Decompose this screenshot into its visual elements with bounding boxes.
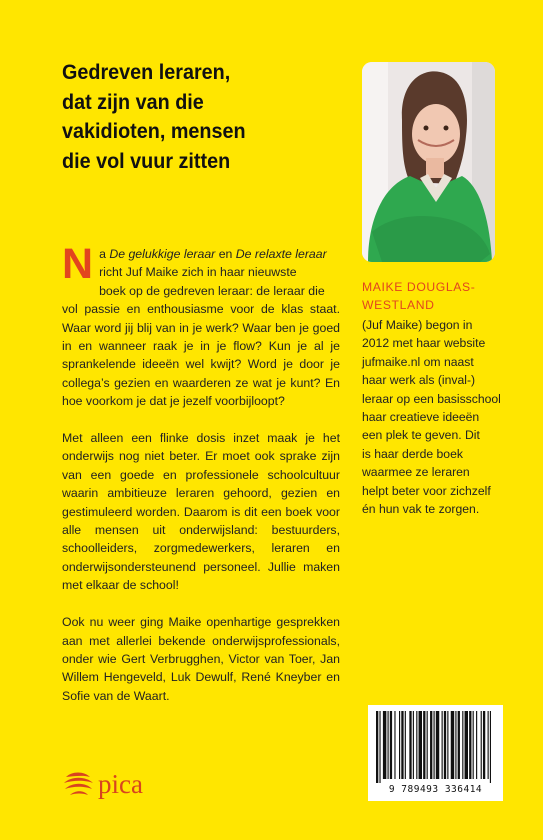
headline-line: Gedreven leraren, [62, 60, 231, 84]
barcode-bars [368, 705, 503, 785]
bio-line: jufmaike.nl om naast [362, 354, 474, 369]
dropcap: N [62, 240, 94, 288]
barcode-bar [413, 711, 414, 779]
bio-line: én hun vak te zorgen. [362, 502, 480, 517]
book-title: De gelukkige leraar [109, 247, 216, 261]
barcode-bar [488, 711, 489, 779]
barcode-bar [444, 711, 446, 779]
barcode-bar [481, 711, 482, 779]
barcode-bar [383, 711, 386, 779]
barcode-bar [390, 711, 392, 779]
book-title: De relaxte leraar [235, 247, 327, 261]
bio-line: haar werk als (inval-) [362, 373, 476, 388]
intro-line: boek op de gedreven leraar: de leraar die [99, 283, 325, 298]
barcode-bar [399, 711, 400, 779]
bio-line: leraar op een basisschool [362, 391, 501, 406]
barcode-bar [401, 711, 403, 779]
author-name [362, 278, 512, 315]
paragraph-text: Waar word jij blij van in je werk? Waar ben je goed in en wanneer raak je in je flow? Kun je al je sprankelende ideeën wel kwijt? Word je door je collega’s gezien en waarderen ze wat je kunt? En hoe voorkom je dat je jezelf voorbijloopt? [62, 320, 340, 409]
barcode [368, 705, 503, 801]
publisher-logo [62, 767, 172, 801]
bio-line: helpt beter voor zichzelf [362, 483, 491, 498]
barcode-bar [388, 711, 389, 779]
barcode-bar [476, 711, 477, 779]
barcode-bar [379, 711, 380, 783]
blurb-paragraph-1 [62, 240, 340, 411]
blurb-paragraph-3: Ook nu weer ging Maike openhartige gesprekken aan met allerlei bekende onderwijsprofessionals, onder wie Gert Verbrugghen, Victor van Toer, Jan Willem Hengeveld, Luk Dewulf, René Kneyber en Sofie van de Waart. [62, 615, 340, 703]
barcode-bar [442, 711, 443, 779]
bio-line: waarmee ze leraren [362, 465, 470, 480]
barcode-bar [465, 711, 468, 779]
barcode-bar [434, 711, 435, 779]
barcode-bar [462, 711, 463, 779]
barcode-bar [451, 711, 454, 779]
intro-line: richt Juf Maike zich in haar nieuwste [99, 265, 297, 280]
bio-line: een plek te geven. Dit [362, 428, 480, 443]
pica-logo-icon [62, 767, 96, 801]
barcode-bar [423, 711, 425, 779]
barcode-bar [376, 711, 378, 783]
bio-line: (Juf Maike) begon in [362, 318, 473, 332]
bio-line: haar creatieve ideeën [362, 410, 480, 425]
barcode-bar [490, 711, 491, 783]
isbn-number: 9 789493 336414 [388, 784, 483, 795]
intro-line [99, 247, 327, 261]
author-photo [362, 62, 495, 262]
barcode-bar [447, 711, 448, 779]
intro-text: en [215, 247, 236, 261]
author-bio [362, 316, 512, 518]
headline-line: vakidioten, mensen [62, 119, 246, 143]
barcode-bar [416, 711, 417, 779]
author-portrait [362, 62, 495, 262]
barcode-bar [455, 711, 456, 779]
barcode-bar [436, 711, 439, 779]
barcode-bar [419, 711, 422, 779]
barcode-bar [458, 711, 460, 779]
barcode-bar [483, 711, 485, 779]
barcode-bar [394, 711, 395, 779]
headline-line: dat zijn van die [62, 89, 204, 114]
barcode-bar [469, 711, 471, 779]
headline-line: die vol vuur zitten [62, 148, 231, 173]
author-name-line: MAIKE DOUGLAS- [362, 280, 476, 294]
barcode-bar [430, 711, 432, 779]
intro-line: vol passie en enthousiasme voor de klas staat. [62, 302, 340, 317]
blurb-paragraph-2: Met alleen een flinke dosis inzet maak je het onderwijs nog niet beter. Er moet ook sprake zijn van een goede en professionele schoolcultuur waarin ambitieuze leraren gehoord, gezien en gestimuleerd worden. Daarom is dit een boek voor alle mensen uit onderwijsland: bestuurders, schoolleiders, zorgmedewerkers, leraren en onderwijsondersteunend personeel. Jullie maken met elkaar de school! [62, 431, 340, 593]
headline [62, 58, 329, 176]
intro-text: a [99, 247, 110, 261]
barcode-bar [427, 711, 428, 779]
barcode-bar [409, 711, 411, 779]
publisher-name: pica [98, 769, 143, 799]
bio-line: 2012 met haar website [362, 336, 486, 351]
author-name-line: WESTLAND [362, 298, 435, 313]
bio-line: is haar derde boek [362, 446, 463, 461]
barcode-bar [473, 711, 474, 779]
blurb-text [62, 240, 340, 724]
barcode-bar [405, 711, 406, 779]
